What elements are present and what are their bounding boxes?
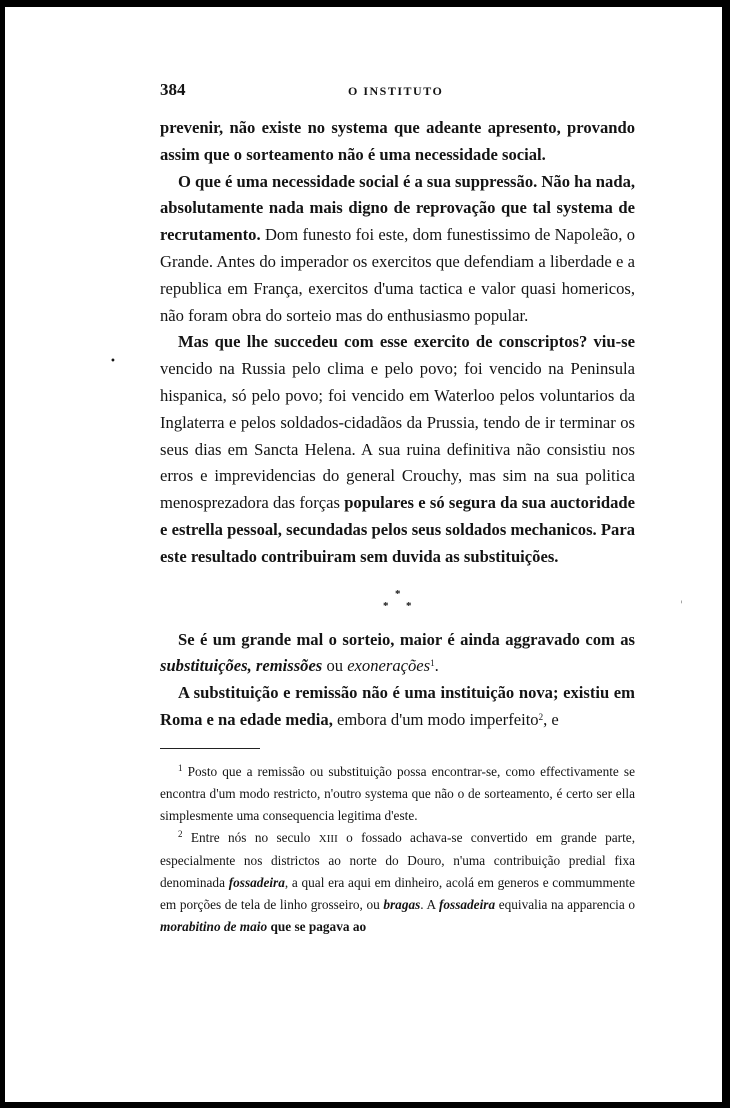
paragraph-2-text: Dom funesto foi este, dom funestissimo de Napoleão, o Grande. Antes do imperador os exercitos que defendiam a liberdade e a republica em França, exercitos d'uma tactica e valor quasi homericos, não foram obra do sorteio mas do enthusiasmo popular. <box>160 225 635 325</box>
footnote-2-text-e: equivalia na apparencia o <box>498 896 635 912</box>
margin-mark-right: ' <box>680 600 683 611</box>
running-head <box>160 80 635 102</box>
footnote-2-text-c: , a qual era aqui em dinheiro, acolá em generos e commummente em porções de tela de linho grosseiro, ou <box>160 874 636 912</box>
footnote-2-text-a: Entre nós no seculo <box>190 829 311 845</box>
paragraph-3-text: vencido na Russia pelo clima e pelo povo; foi vencido na Peninsula hispanica, só pelo povo; foi vencido em Waterloo pelos voluntarios da Inglaterra e pelos soldados-cidadãos da Prussia, tendo de ir terminar os seus dias em Sancta Helena. A sua ruina definitiva não consistiu nos erros e imprevidencias do general Crouchy, mas sim na sua politica menosprezadora das forças <box>160 359 635 513</box>
paragraph-5-text: embora d'um modo imperfeito <box>337 709 539 729</box>
paragraph-4-bold: Se é um grande mal o sorteio, maior é ainda aggravado com as <box>178 629 635 649</box>
footnote-2-italic-3: fossadeira <box>438 896 496 912</box>
paragraph-4-italic-1: substituições, remissões <box>160 656 323 676</box>
section-break <box>160 571 635 627</box>
footnote-2-italic-4: morabitino de maio <box>160 918 268 934</box>
footnote-2 <box>160 827 635 938</box>
paragraph-3-bold-a: Mas que lhe succedeu com esse exercito de conscriptos? viu-se <box>178 332 635 352</box>
footnote-2-text-d: . A <box>420 896 436 912</box>
footnote-2-text-b: o fossado achava-se convertido em grande parte, especialmente nos districtos ao norte do Douro, n'uma contribuição predial fixa denominada <box>160 829 636 890</box>
paragraph-3 <box>160 329 635 570</box>
footnote-2-century: XIII <box>318 832 338 845</box>
paragraph-5-bold: A substituição e remissão não é uma instituição nova; existiu em Roma e na edade media, <box>160 683 635 729</box>
paragraph-4 <box>160 627 635 681</box>
footnote-1-marker: 1 <box>178 762 183 773</box>
paragraph-3-bold-b: populares e só segura da sua auctoridade e estrella pessoal, secundadas pelos seus soldados mechanicos. Para este resultado contribuiram sem duvida as substituições. <box>160 493 635 566</box>
margin-mark: • <box>110 356 116 367</box>
paragraph-1-text: prevenir, não existe no systema que adeante apresento, provando assim que o sorteamento não é uma necessidade social. <box>160 118 635 164</box>
paragraph-5 <box>160 680 635 734</box>
asterism-star: * <box>406 599 412 612</box>
footnotes <box>160 761 635 938</box>
footnote-ref-1: 1 <box>430 658 435 669</box>
footnote-rule <box>160 748 260 749</box>
book-page <box>160 80 635 938</box>
asterism-star: * <box>383 599 389 612</box>
paragraph-5-end: , e <box>543 709 559 729</box>
paragraph-4-ou: ou <box>326 656 344 676</box>
footnote-2-marker: 2 <box>178 828 183 839</box>
footnote-1 <box>160 761 635 827</box>
paragraph-2 <box>160 169 635 330</box>
footnote-2-text-f: que se pagava ao <box>270 918 367 934</box>
paragraph-4-italic-2: exonerações <box>347 656 431 676</box>
footnote-2-italic-1: fossadeira <box>228 874 285 890</box>
footnote-1-text: Posto que a remissão ou substituição possa encontrar-se, como effectivamente se encontra d'um modo restricto, n'outro systema que não o de sorteamento, é certo ser ella simplesmente uma consequencia legitima d'este. <box>160 763 636 823</box>
footnote-2-italic-2: bragas <box>383 896 421 912</box>
paragraph-1 <box>160 115 635 169</box>
footnote-ref-2: 2 <box>538 711 544 722</box>
paragraph-4-end: . <box>434 656 439 676</box>
asterism-star: * <box>395 587 401 600</box>
body-text <box>160 115 635 734</box>
paragraph-2-bold: O que é uma necessidade social é a sua suppressão. Não ha nada, absolutamente nada mais digno de reprovação que tal systema de recrutamento. <box>160 171 636 245</box>
page-number: 384 <box>160 80 186 99</box>
running-title: O INSTITUTO <box>348 84 444 98</box>
